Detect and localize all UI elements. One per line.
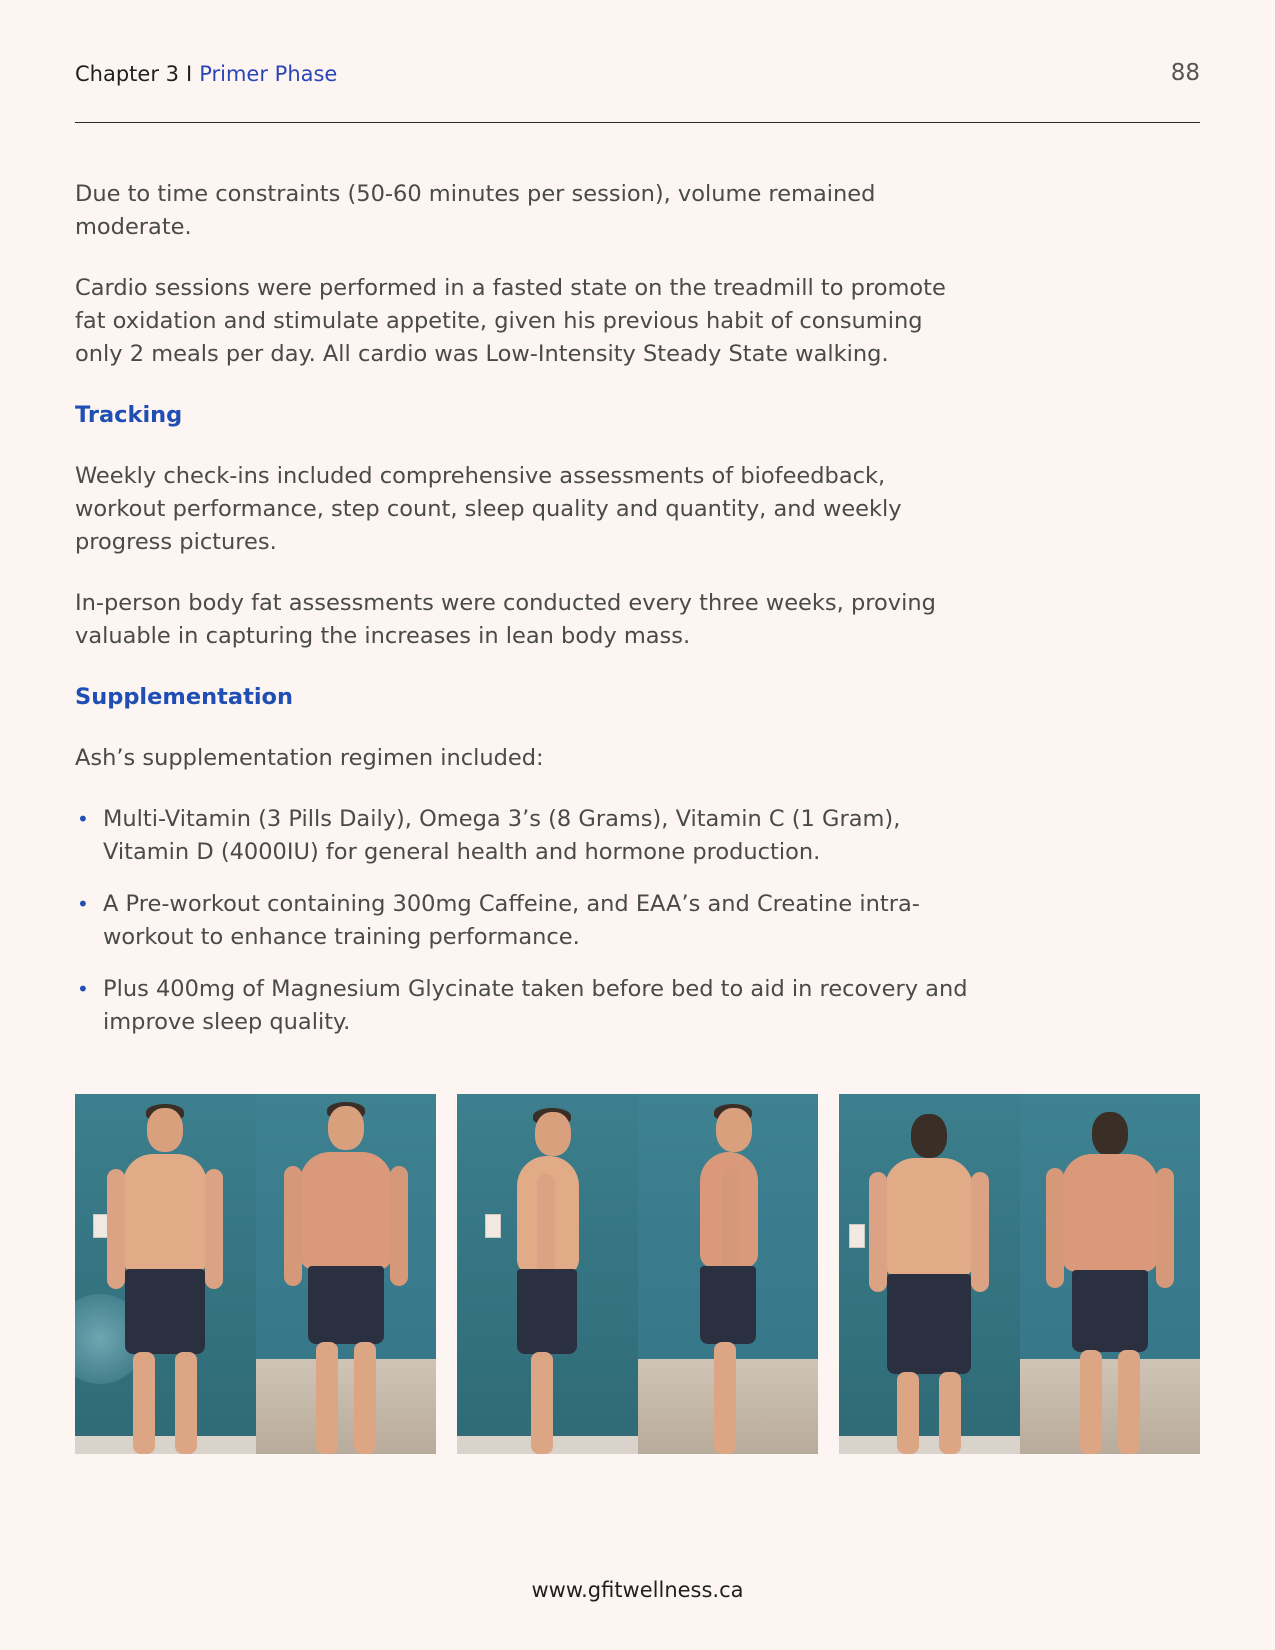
page-header <box>75 58 1200 123</box>
before-after-side-photo <box>457 1094 818 1454</box>
after-photo <box>638 1094 819 1454</box>
paragraph-bodyfat: In-person body fat assessments were conducted every three weeks, proving valuable in capturing the increases in lean body mass. <box>75 590 936 649</box>
heading-tracking: Tracking <box>75 402 183 428</box>
after-photo <box>256 1094 437 1454</box>
bullet-icon: • <box>77 807 89 831</box>
list-item-text: A Pre-workout containing 300mg Caffeine, and EAA’s and Creatine intra-workout to enhance training performance. <box>103 891 920 950</box>
supplement-list <box>75 803 975 1039</box>
paragraph-checkins: Weekly check-ins included comprehensive assessments of biofeedback, workout performance, step count, sleep quality and quantity, and weekly progress pictures. <box>75 463 902 555</box>
list-item-text: Plus 400mg of Magnesium Glycinate taken before bed to aid in recovery and improve sleep quality. <box>103 976 968 1035</box>
paragraph-regimen-intro: Ash’s supplementation regimen included: <box>75 745 544 771</box>
before-after-front-photo <box>75 1094 436 1454</box>
bullet-icon: • <box>77 892 89 916</box>
breadcrumb-separator: I <box>186 62 193 86</box>
main-content <box>75 178 975 1058</box>
list-item <box>75 888 975 954</box>
heading-supplementation: Supplementation <box>75 684 294 710</box>
before-photo <box>839 1094 1020 1454</box>
list-item <box>75 803 975 869</box>
chapter-label: Chapter 3 <box>75 62 179 86</box>
list-item-text: Multi-Vitamin (3 Pills Daily), Omega 3’s (8 Grams), Vitamin C (1 Gram), Vitamin D (4000IU) for general health and hormone production. <box>103 806 901 865</box>
paragraph-cardio: Cardio sessions were performed in a fasted state on the treadmill to promote fat oxidation and stimulate appetite, given his previous habit of consuming only 2 meals per day. All cardio was Low-Intensity Steady State walking. <box>75 275 946 367</box>
before-photo <box>457 1094 638 1454</box>
page-number: 88 <box>1170 60 1200 86</box>
footer-url: www.gfitwellness.ca <box>531 1578 744 1602</box>
before-after-back-photo <box>839 1094 1200 1454</box>
progress-photos <box>75 1094 1200 1454</box>
phase-label: Primer Phase <box>199 62 338 86</box>
after-photo <box>1020 1094 1201 1454</box>
before-photo <box>75 1094 256 1454</box>
chapter-breadcrumb <box>75 62 337 86</box>
bullet-icon: • <box>77 977 89 1001</box>
list-item <box>75 973 975 1039</box>
paragraph-volume: Due to time constraints (50-60 minutes per session), volume remained moderate. <box>75 181 876 240</box>
